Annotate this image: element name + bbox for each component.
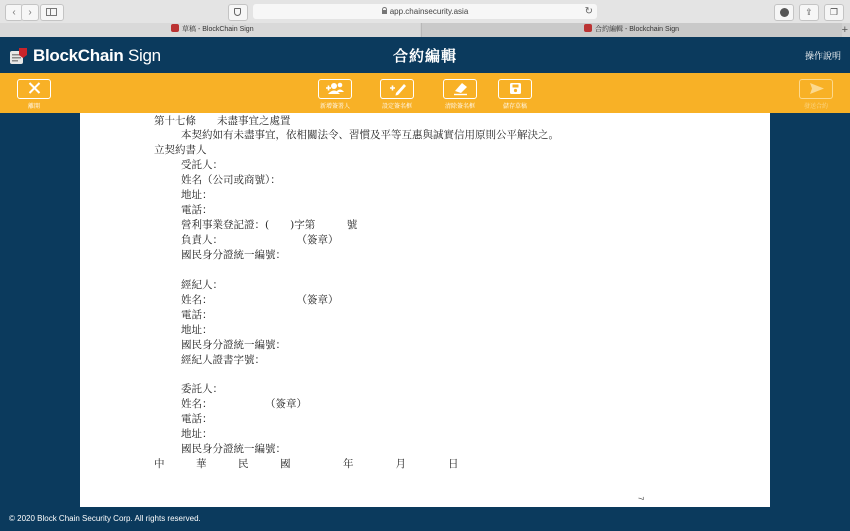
help-link[interactable]: 操作說明 bbox=[804, 51, 841, 61]
send-contract-label: 發送合約 bbox=[803, 104, 828, 110]
new-tab-button[interactable]: + bbox=[841, 24, 848, 36]
logo-text-light: Sign bbox=[123, 46, 161, 65]
share-button[interactable] bbox=[799, 4, 819, 21]
lock-icon bbox=[382, 10, 387, 14]
share-icon: ⇪ bbox=[805, 7, 813, 17]
close-button[interactable] bbox=[14, 79, 54, 110]
address-bar[interactable] bbox=[253, 4, 597, 19]
add-signer-button[interactable] bbox=[315, 79, 355, 110]
save-icon bbox=[500, 80, 531, 97]
contract-document[interactable] bbox=[80, 113, 770, 507]
app-header bbox=[0, 37, 850, 73]
doc-line: 立契約書人 bbox=[154, 144, 207, 156]
send-icon bbox=[801, 80, 832, 97]
doc-line: 國民身分證統一編號： bbox=[160, 339, 286, 351]
eraser-icon bbox=[445, 80, 476, 97]
doc-line: 本契約如有未盡事宜，依相關法令、習慣及平等互惠與誠實信用原則公平解決之。 bbox=[160, 129, 559, 141]
doc-line: 地址： bbox=[160, 324, 213, 336]
footer-copyright: © 2020 Block Chain Security Corp. All rights reserved. bbox=[9, 514, 201, 523]
tabs-icon: ❐ bbox=[829, 7, 839, 17]
site-favicon-icon bbox=[584, 24, 592, 32]
shield-icon bbox=[234, 8, 241, 16]
close-label: 離開 bbox=[27, 104, 40, 110]
back-button[interactable]: ‹ bbox=[5, 4, 23, 21]
doc-line: 委託人： bbox=[160, 383, 223, 395]
tab-label: 合約編輯 - Blockchain Sign bbox=[595, 26, 680, 33]
doc-line: 地址： bbox=[160, 428, 213, 440]
editor-toolbar bbox=[0, 73, 850, 113]
doc-line: 經紀人證書字號： bbox=[160, 354, 265, 366]
forward-button[interactable]: › bbox=[21, 4, 39, 21]
doc-line: 姓名（公司或商號）： bbox=[160, 174, 281, 186]
privacy-report-button[interactable] bbox=[228, 4, 248, 21]
doc-line: 地址： bbox=[160, 189, 213, 201]
tab-label: 草稿 - BlockChain Sign bbox=[182, 26, 254, 33]
doc-line: 電話： bbox=[160, 204, 213, 216]
save-draft-label: 儲存草稿 bbox=[502, 104, 527, 110]
page-number: 7 bbox=[636, 496, 644, 501]
doc-line: 經紀人： bbox=[160, 279, 223, 291]
doc-line: 第十七條 未盡事宜之處置 bbox=[154, 115, 291, 127]
set-signature-box-label: 設定簽名框 bbox=[381, 104, 412, 110]
add-user-icon bbox=[320, 80, 351, 97]
download-icon bbox=[780, 8, 789, 17]
sidebar-toggle-button[interactable] bbox=[40, 4, 64, 21]
doc-line: 中 華 民 國 年 月 日 bbox=[154, 458, 459, 470]
doc-line: 國民身分證統一編號： bbox=[160, 249, 286, 261]
tab-contract-edit[interactable] bbox=[421, 23, 842, 37]
reload-icon[interactable]: ↻ bbox=[584, 6, 593, 17]
tab-overview-button[interactable] bbox=[824, 4, 844, 21]
tab-draft[interactable] bbox=[0, 23, 420, 37]
doc-line: 營利事業登記證：( )字第 號 bbox=[160, 219, 358, 231]
add-signer-label: 新增簽署人 bbox=[319, 104, 350, 110]
doc-line: 受託人： bbox=[160, 159, 223, 171]
send-contract-button[interactable] bbox=[796, 79, 836, 110]
save-draft-button[interactable] bbox=[495, 79, 535, 110]
address-text: app.chainsecurity.asia bbox=[389, 7, 469, 16]
page-title: 合約編輯 bbox=[392, 48, 457, 65]
doc-line: 姓名： （簽章） bbox=[160, 398, 307, 410]
logo-text-bold: BlockChain bbox=[33, 46, 124, 65]
clear-signature-box-label: 清除簽名框 bbox=[444, 104, 475, 110]
sidebar-icon bbox=[46, 8, 57, 16]
downloads-button[interactable] bbox=[774, 4, 794, 21]
browser-toolbar bbox=[0, 0, 850, 24]
set-signature-box-button[interactable] bbox=[377, 79, 417, 110]
tab-strip bbox=[0, 23, 850, 38]
site-favicon-icon bbox=[171, 24, 179, 32]
doc-line: 電話： bbox=[160, 413, 213, 425]
pencil-plus-icon bbox=[382, 80, 413, 97]
clear-signature-box-button[interactable] bbox=[440, 79, 480, 110]
close-icon bbox=[19, 80, 50, 97]
doc-line: 負責人： （簽章） bbox=[160, 234, 339, 246]
doc-line: 電話： bbox=[160, 309, 213, 321]
doc-line: 姓名： （簽章） bbox=[160, 294, 339, 306]
doc-line: 國民身分證統一編號： bbox=[160, 443, 286, 455]
